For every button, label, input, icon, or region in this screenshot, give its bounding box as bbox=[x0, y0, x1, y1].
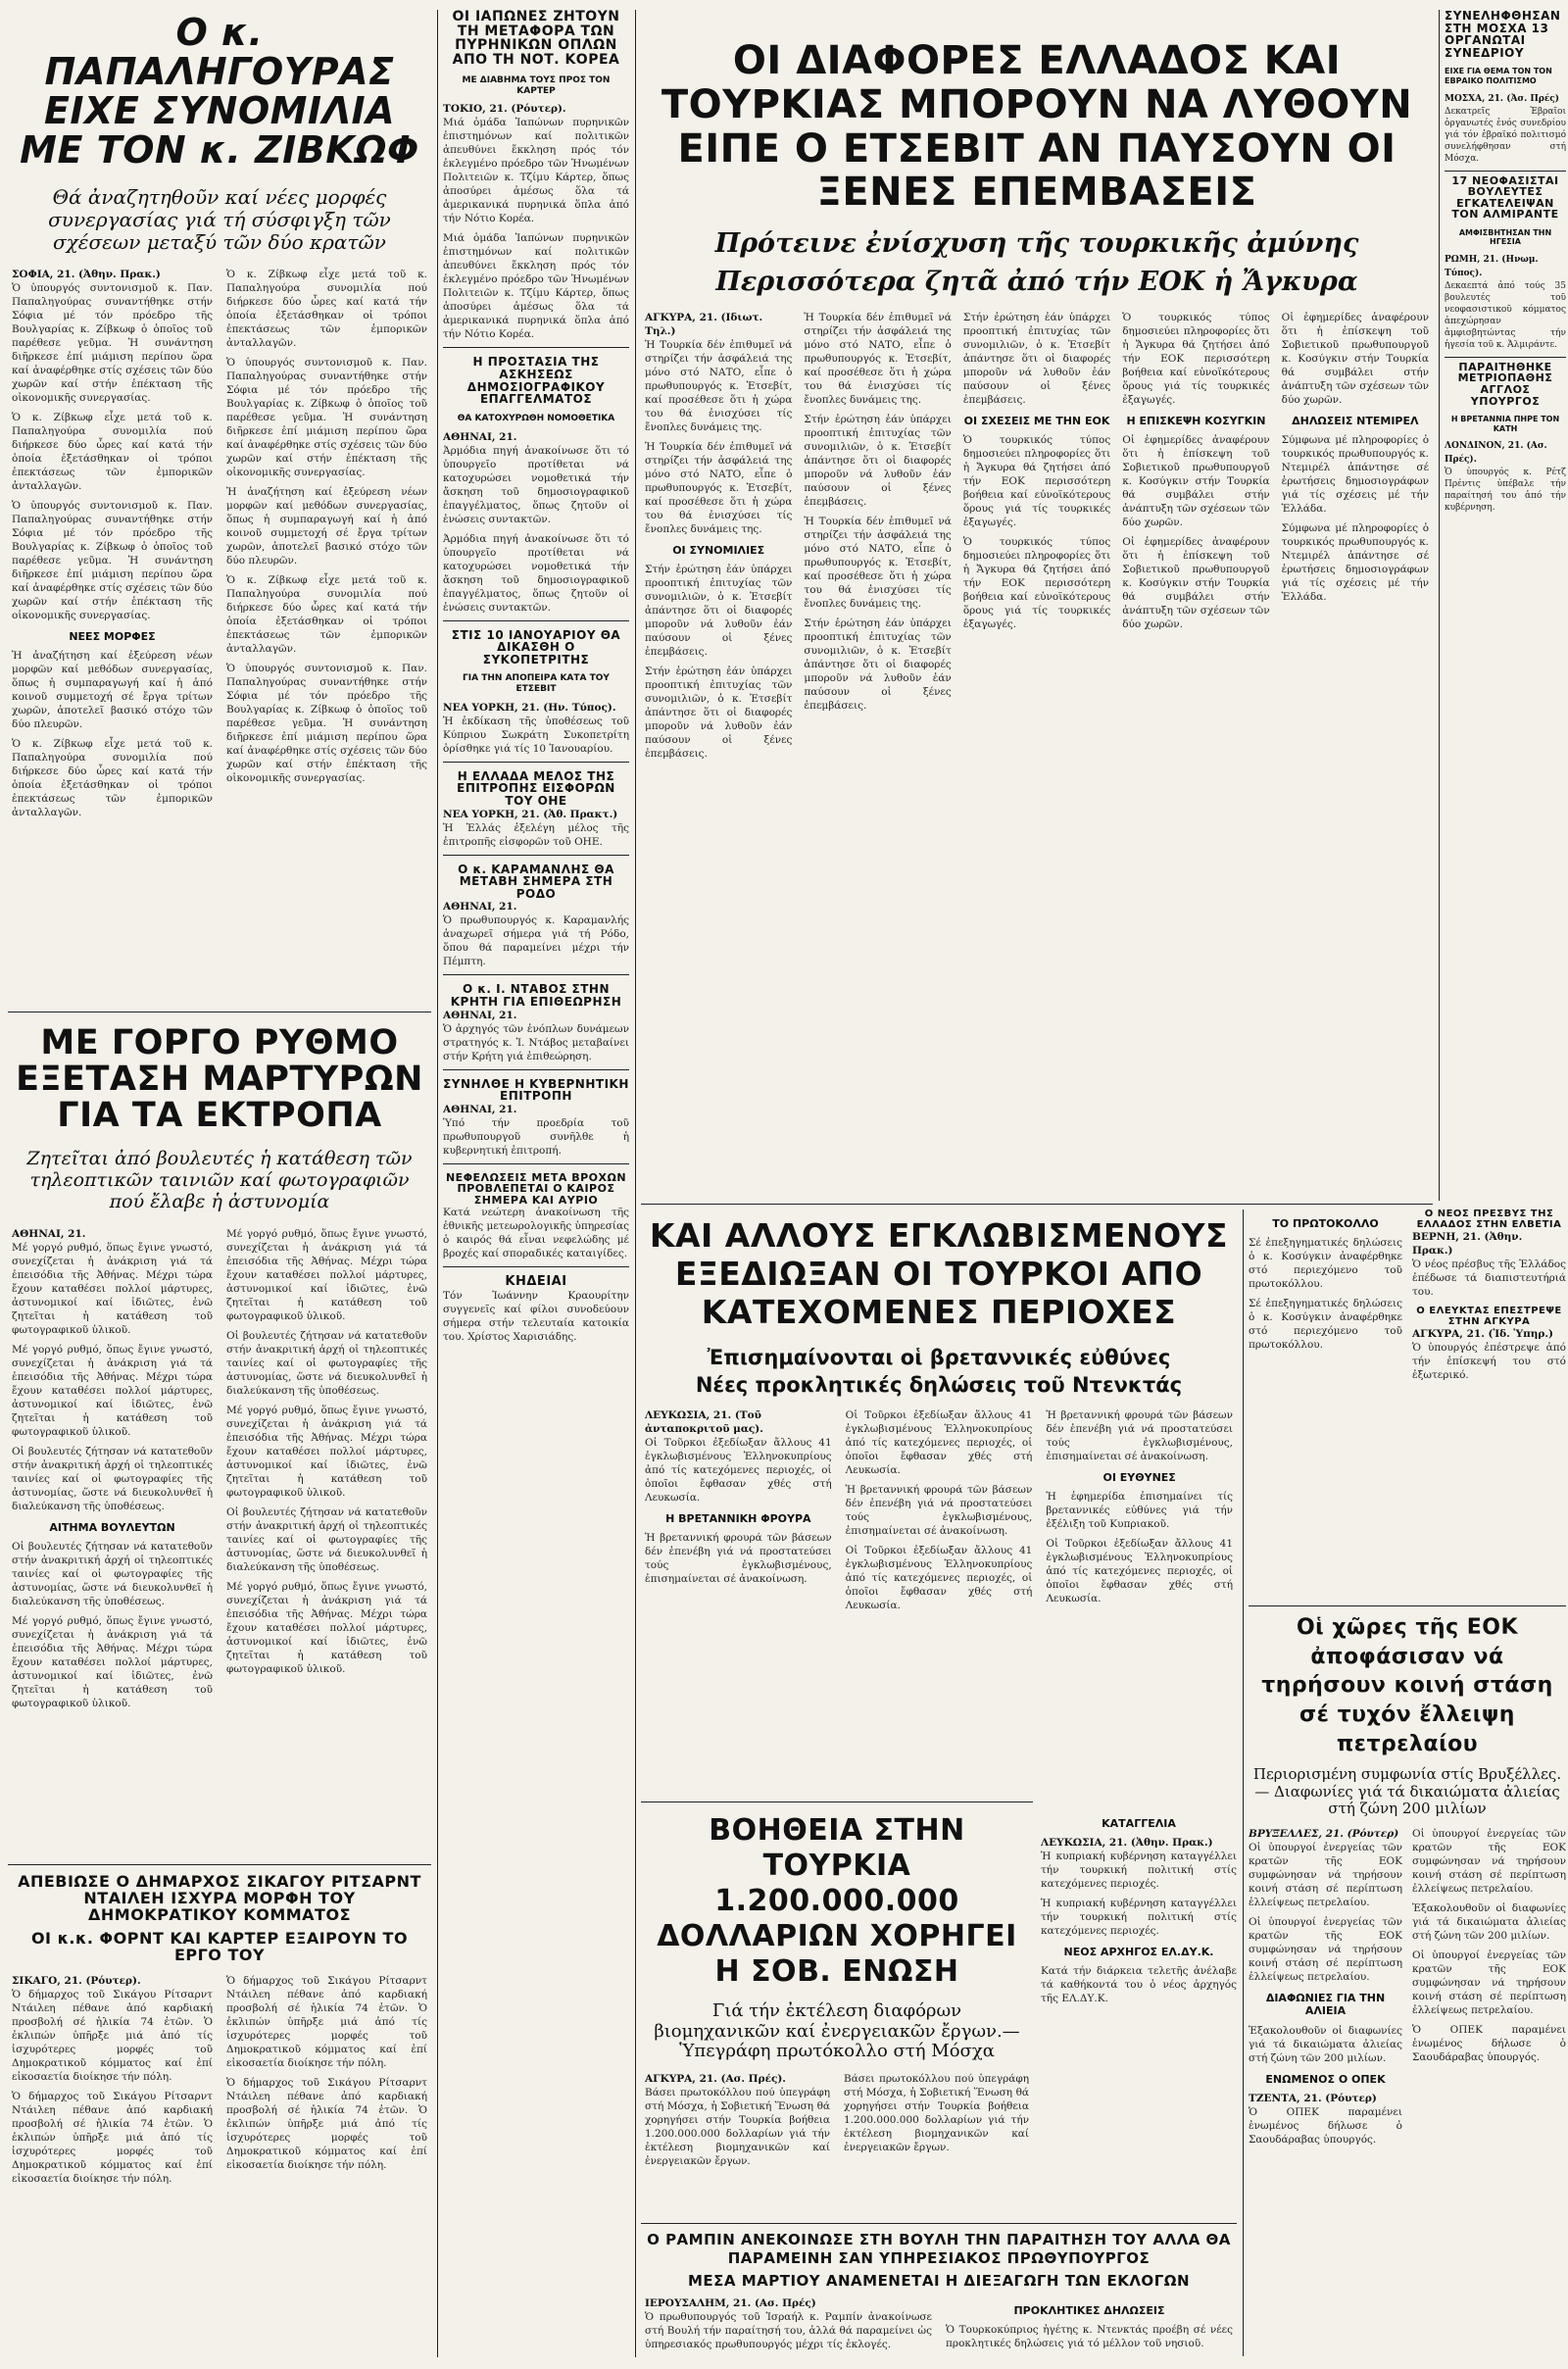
right-headline2: 17 ΝΕΟΦΑΣΙΣΤΑΙ ΒΟΥΛΕΥΤΕΣ ΕΓΚΑΤΕΛΕΙΨΑΝ ΤΟΝ ΑΛΜΙΡΑΝΤΕ bbox=[1451, 173, 1559, 222]
ussr-deck: Γιά τήν ἐκτέλεση διαφόρων βιομηχανικῶν καί ἐνεργειακῶν ἔργων.— Ὑπεγράφη πρωτόκολλο στή Μόσχα bbox=[654, 2000, 1020, 2062]
eok-deck: Περιορισμένη συμφωνία στίς Βρυξέλλες.— Διαφωνίες γιά τά δικαιώματα ἀλιείας στή ζώνη 200 μιλίων bbox=[1252, 1765, 1562, 1817]
col2-dateline3: ΝΕΑ ΥΟΡΚΗ, 21. (Ην. Τύπος). bbox=[443, 701, 616, 714]
col1-text4c: Μέ γοργό ρυθμό, ὅπως ἔγινε γνωστό, συνεχίζεται ἡ ἀνάκριση γιά τά ἐπεισόδια τῆς Ἀθήνας. Μέχρι τώρα ἔχουν καταθέσει πολλοί μάρτυρες, ἀστυνομικοί καί ἰδιῶτες, ἐνῶ ζητεῖται ἡ κατάθεση τοῦ φωτογραφικοῦ ὑλικοῦ. bbox=[226, 1404, 427, 1499]
top-sub4: ΔΗΛΩΣΕΙΣ ΝΤΕΜΙΡΕΛ bbox=[1292, 415, 1419, 428]
eok-text1: Οἱ ὑπουργοί ἐνεργείας τῶν κρατῶν τῆς ΕΟΚ συμφώνησαν νά τηρήσουν κοινή στάση σέ περίπτωση ἐλλείψεως πετρελαίου. bbox=[1249, 1842, 1402, 1909]
right-text4: Σέ ἐπεξηγηματικές δηλώσεις ὁ κ. Κοσύγκιν ἀναφέρθηκε στό περιεχόμενο τοῦ πρωτοκόλλου. bbox=[1249, 1237, 1402, 1291]
eok-sub2: ΕΝΩΜΕΝΟΣ Ο ΟΠΕΚ bbox=[1265, 2072, 1386, 2086]
col2-text8: Κατά νεώτερη ἀνακοίνωση τῆς ἐθνικῆς μετεωρολογικῆς ὑπηρεσίας ὁ καιρός θά εἶναι νεφελώδης μέ βροχές καί σποραδικές καταιγίδες. bbox=[443, 1207, 629, 1260]
eok-text2: Ἐξακολουθοῦν οἱ διαφωνίες γιά τά δικαιώματα ἀλιείας στή ζώνη τῶν 200 μιλίων. bbox=[1249, 2024, 1402, 2064]
col2-text9: Τόν Ἰωάννην Κραουρίτην συγγενεῖς καί φίλοι συνοδεύουν σήμερα στήν τελευταία κατοικία του. Χρίστος Χαρισιάδης. bbox=[443, 1290, 629, 1344]
eok-text3: Ὁ ΟΠΕΚ παραμένει ἑνωμένος δήλωσε ὁ Σαουδάραβας ὑπουργός. bbox=[1249, 2105, 1402, 2146]
col1-story1 bbox=[8, 10, 431, 1010]
israel-subhead: ΜΕΣΑ ΜΑΡΤΙΟΥ ΑΝΑΜΕΝΕΤΑΙ Η ΔΙΕΞΑΓΩΓΗ ΤΩΝ ΕΚΛΟΓΩΝ bbox=[687, 2271, 1191, 2290]
cyprus-text1b: Οἱ Τοῦρκοι ἐξεδίωξαν ἄλλους 41 ἐγκλωβισμένους Ἑλληνοκυπρίους ἀπό τίς κατεχόμενες περιοχές, οἱ ὁποῖοι ἔφθασαν χθές στή Λευκωσία. bbox=[845, 1409, 1033, 1477]
col2-divider-4 bbox=[443, 855, 629, 856]
cyprus-story bbox=[641, 1209, 1237, 1798]
col1-story3 bbox=[8, 1872, 431, 2362]
col1-text2c: Ὁ κ. Ζίβκωφ εἶχε μετά τοῦ κ. Παπαληγούρα συνομιλία πού διήρκεσε δύο ὧρες καί κατά τήν ὁποία ἐξετάσθηκαν οἱ τρόποι ἐπεκτάσεως τῶν ἐμπορικῶν ἀνταλλαγῶν. bbox=[226, 573, 427, 655]
col1-text4-cont2: Οἱ βουλευτές ζήτησαν νά κατατεθοῦν στήν ἀνακριτική ἀρχή οἱ τηλεοπτικές ταινίες καί οἱ φωτογραφίες τῆς ἀστυνομίας, ὥστε νά διευκολυνθεῖ ἡ διαλεύκανση τῆς ὑποθέσεως. bbox=[12, 1445, 213, 1512]
cyprus-deck2: Νέες προκλητικές δηλώσεις τοῦ Ντενκτάς bbox=[695, 1372, 1183, 1397]
col1-text5b: Οἱ βουλευτές ζήτησαν νά κατατεθοῦν στήν ἀνακριτική ἀρχή οἱ τηλεοπτικές ταινίες καί οἱ φωτογραφίες τῆς ἀστυνομίας, ὥστε νά διευκολυνθεῖ ἡ διαλεύκανση τῆς ὑποθέσεως. bbox=[226, 1329, 427, 1397]
right-text5: Ὁ νέος πρέσβυς τῆς Ἑλλάδος ἐπέδωσε τά διαπιστευτήριά του. bbox=[1412, 1259, 1566, 1298]
cyprus-dateline: ΛΕΥΚΩΣΙΑ, 21. (Τοῦ ἀνταποκριτοῦ μας). bbox=[645, 1409, 763, 1436]
col1-text6b: Ὁ δήμαρχος τοῦ Σικάγου Ρίτσαρντ Ντάιλεη πέθανε ἀπό καρδιακή προσβολή σέ ἡλικία 74 ἐτῶν. Ὁ ἐκλιπών ὑπῆρξε μιά ἀπό τίς ἰσχυρότερες μορφές τοῦ Δημοκρατικοῦ κόμματος καί ἐπί εἰκοσαετία διοίκησε τήν πόλη. bbox=[226, 1974, 427, 2069]
israel-text1: Ὁ πρωθυπουργός τοῦ Ἰσραήλ κ. Ραμπίν ἀνακοίνωσε στή Βουλή τήν παραίτησή του, ἀλλά θά παραμείνει ὡς ὑπηρεσιακός πρωθυπουργός μέχρι τίς ἐκλογές. bbox=[645, 2311, 932, 2351]
eok-headline: Οἱ χῶρες τῆς ΕΟΚ ἀποφάσισαν νά τηρήσουν κοινή στάση σέ τυχόν ἔλλειψη πετρελαίου bbox=[1261, 1615, 1553, 1756]
top-text1: Ἡ Τουρκία δέν ἐπιθυμεῖ νά στηρίζει τήν ἀσφάλειά της μόνο στό ΝΑΤΟ, εἶπε ὁ πρωθυπουργός κ. Ἐτσεβίτ, καί προσέθεσε ὅτι ἡ χώρα του θά ἐνισχύσει τίς ἔνοπλες δυνάμεις της. bbox=[645, 339, 793, 434]
col1-headline3: ΑΠΕΒΙΩΣΕ Ο ΔΗΜΑΡΧΟΣ ΣΙΚΑΓΟΥ ΡΙΤΣΑΡΝΤ ΝΤΑΙΛΕΗ ΙΣΧΥΡΑ ΜΟΡΦΗ ΤΟΥ ΔΗΜΟΚΡΑΤΙΚΟΥ ΚΟΜΜΑΤΟΣ bbox=[18, 1872, 421, 1924]
col1-headline: Ο κ. ΠΑΠΑΛΗΓΟΥΡΑΣ ΕΙΧΕ ΣΥΝΟΜΙΛΙΑ ΜΕ ΤΟΝ κ. ΖΙΒΚΩΦ bbox=[20, 11, 419, 172]
col2-headline8: ΝΕΦΕΛΩΣΕΙΣ ΜΕΤΑ ΒΡΟΧΩΝ ΠΡΟΒΛΕΠΕΤΑΙ Ο ΚΑΙΡΟΣ ΣΗΜΕΡΑ ΚΑΙ ΑΥΡΙΟ bbox=[445, 1170, 627, 1207]
cyprus-text1c: Οἱ Τοῦρκοι ἐξεδίωξαν ἄλλους 41 ἐγκλωβισμένους Ἑλληνοκυπρίους ἀπό τίς κατεχόμενες περιοχές, οἱ ὁποῖοι ἔφθασαν χθές στή Λευκωσία. bbox=[845, 1545, 1033, 1612]
eok-dateline2: ΤΖΕΝΤΑ, 21. (Ρόυτερ) bbox=[1249, 2092, 1377, 2104]
col2-headline2: Η ΠΡΟΣΤΑΣΙΑ ΤΗΣ ΑΣΚΗΣΕΩΣ ΔΗΜΟΣΙΟΓΡΑΦΙΚΟΥ ΕΠΑΓΓΕΛΜΑΤΟΣ bbox=[466, 355, 606, 407]
ussr-text1: Βάσει πρωτοκόλλου πού ὑπεγράφη στή Μόσχα, ἡ Σοβιετική Ἕνωση θά χορηγήσει στήν Τουρκία βοήθεια 1.200.000.000 δολλαρίων γιά τήν ἐκτέλεση βιομηχανικῶν καί ἐνεργειακῶν ἔργων. bbox=[645, 2087, 830, 2168]
col2-dateline4: ΝΕΑ ΥΟΡΚΗ, 21. (Ἀθ. Πρακτ.) bbox=[443, 808, 618, 820]
col2-dateline2: ΑΘΗΝΑΙ, 21. bbox=[443, 430, 517, 443]
col1-text4d: Μέ γοργό ρυθμό, ὅπως ἔγινε γνωστό, συνεχίζεται ἡ ἀνάκριση γιά τά ἐπεισόδια τῆς Ἀθήνας. Μέχρι τώρα ἔχουν καταθέσει πολλοί μάρτυρες, ἀστυνομικοί καί ἰδιῶτες, ἐνῶ ζητεῖται ἡ κατάθεση τοῦ φωτογραφικοῦ ὑλικοῦ. bbox=[226, 1580, 427, 1675]
cyprus-text1d: Οἱ Τοῦρκοι ἐξεδίωξαν ἄλλους 41 ἐγκλωβισμένους Ἑλληνοκυπρίους ἀπό τίς κατεχόμενες περιοχές, οἱ ὁποῖοι ἔφθασαν χθές στή Λευκωσία. bbox=[1046, 1538, 1234, 1605]
col2-text1-cont: Μιά ὁμάδα Ἰαπώνων πυρηνικῶν ἐπιστημόνων καί πολιτικῶν ἀπευθύνει ἔκκληση πρός τόν ἐκλεγμένο πρόεδρο τῶν Ἡνωμένων Πολιτειῶν κ. Τζίμυ Κάρτερ, ὅπως ἀποσύρει ἀμέσως ὅλα τά ἀμερικανικά πυρηνικά ὅπλα ἀπό τήν Νότιο Κορέα. bbox=[443, 232, 629, 341]
col1-text3-cont: Ὁ κ. Ζίβκωφ εἶχε μετά τοῦ κ. Παπαληγούρα συνομιλία πού διήρκεσε δύο ὧρες καί κατά τήν ὁποία ἐξετάσθηκαν οἱ τρόποι ἐπεκτάσεως τῶν ἐμπορικῶν ἀνταλλαγῶν. bbox=[12, 737, 213, 818]
eok-text1b: Οἱ ὑπουργοί ἐνεργείας τῶν κρατῶν τῆς ΕΟΚ συμφώνησαν νά τηρήσουν κοινή στάση σέ περίπτωση ἐλλείψεως πετρελαίου. bbox=[1412, 1828, 1566, 1896]
col2-headline4: Η ΕΛΛΑΔΑ ΜΕΛΟΣ ΤΗΣ ΕΠΙΤΡΟΠΗΣ ΕΙΣΦΟΡΩΝ ΤΟΥ ΟΗΕ bbox=[457, 768, 615, 809]
col2-deck3: ΓΙΑ ΤΗΝ ΑΠΟΠΕΙΡΑ ΚΑΤΑ ΤΟΥ ΕΤΣΕΒΙΤ bbox=[463, 673, 610, 695]
top-text2c: Στήν ἐρώτηση ἐάν ὑπάρχει προοπτική ἐπιτυχίας τῶν συνομιλιῶν, ὁ κ. Ἐτσεβίτ ἀπάντησε ὅτι οἱ διαφορές μποροῦν νά λυθοῦν ἐάν παύσουν οἱ ξένες ἐπεμβάσεις. bbox=[804, 617, 952, 713]
top-deck1: Πρότεινε ἐνίσχυση τῆς τουρκικῆς ἀμύνης bbox=[714, 228, 1359, 260]
col2-deck2: ΘΑ ΚΑΤΟΧΥΡΩΘΗ ΝΟΜΟΘΕΤΙΚΑ bbox=[457, 413, 615, 423]
ussr-sub2: ΝΕΟΣ ΑΡΧΗΓΟΣ ΕΛ.ΔΥ.Κ. bbox=[1063, 1946, 1214, 1959]
top-text3: Ὁ τουρκικός τύπος δημοσιεύει πληροφορίες ὅτι ἡ Ἄγκυρα θά ζητήσει ἀπό τήν ΕΟΚ περισσότερη βοήθεια καί εὐνοϊκότερους ὅρους γιά τίς τουρκικές ἐξαγωγές. bbox=[962, 434, 1111, 529]
col1-story2 bbox=[8, 1019, 431, 1862]
col1-text1-cont: Ὁ ὑπουργός συντονισμοῦ κ. Παν. Παπαληγούρας συναντήθηκε στήν Σόφια μέ τόν πρόεδρο τῆς Βουλγαρίας κ. Ζίβκωφ ὁ ὁποῖος τοῦ παρέθεσε γεῦμα. Ἡ συνάντηση διῆρκεσε ἐπί μιάμιση περίπου ὥρα καί ἀναφέρθηκε στίς σχέσεις τῶν δύο χωρῶν καί στήν ἐπέκταση τῆς οἰκονομικῆς συνεργασίας. bbox=[12, 499, 213, 621]
top-text1b: Ἡ Τουρκία δέν ἐπιθυμεῖ νά στηρίζει τήν ἀσφάλειά της μόνο στό ΝΑΤΟ, εἶπε ὁ πρωθυπουργός κ. Ἐτσεβίτ, καί προσέθεσε ὅτι ἡ χώρα του θά ἐνισχύσει τίς ἔνοπλες δυνάμεις της. bbox=[804, 312, 952, 407]
col1-text4b: Μέ γοργό ρυθμό, ὅπως ἔγινε γνωστό, συνεχίζεται ἡ ἀνάκριση γιά τά ἐπεισόδια τῆς Ἀθήνας. Μέχρι τώρα ἔχουν καταθέσει πολλοί μάρτυρες, ἀστυνομικοί καί ἰδιῶτες, ἐνῶ ζητεῖται ἡ κατάθεση τοῦ φωτογραφικοῦ ὑλικοῦ. bbox=[226, 1227, 427, 1322]
right-text4-cont: Σέ ἐπεξηγηματικές δηλώσεις ὁ κ. Κοσύγκιν ἀναφέρθηκε στό περιεχόμενο τοῦ πρωτοκόλλου. bbox=[1249, 1298, 1402, 1352]
col1-text6-cont: Ὁ δήμαρχος τοῦ Σικάγου Ρίτσαρντ Ντάιλεη πέθανε ἀπό καρδιακή προσβολή σέ ἡλικία 74 ἐτῶν. Ὁ ἐκλιπών ὑπῆρξε μιά ἀπό τίς ἰσχυρότερες μορφές τοῦ Δημοκρατικοῦ κόμματος καί ἐπί εἰκοσαετία διοίκησε τήν πόλη. bbox=[12, 2090, 213, 2185]
col2-text7: Ὑπό τήν προεδρία τοῦ πρωθυπουργοῦ συνῆλθε ἡ κυβερνητική ἐπιτροπή. bbox=[443, 1116, 629, 1157]
right-headline6: Ο ΕΛΕΥΚΤΑΣ ΕΠΕΣΤΡΕΨΕ ΣΤΗΝ ΑΓΚΥΡΑ bbox=[1416, 1306, 1562, 1327]
right-text1: Δεκατρεῖς Ἑβραῖοι ὀργανωτές ἑνός συνεδρίου γιά τόν ἑβραϊκό πολιτισμό συνελήφθησαν στή Μόσχα. bbox=[1445, 106, 1566, 164]
col1-headline3b: ΟΙ κ.κ. ΦΟΡΝΤ ΚΑΙ ΚΑΡΤΕΡ ΕΞΑΙΡΟΥΝ ΤΟ ΕΡΓΟ ΤΟΥ bbox=[30, 1929, 409, 1965]
col-right-mid bbox=[1249, 1209, 1566, 1602]
col1-divider-2 bbox=[8, 1864, 431, 1865]
col2-dateline5: ΑΘΗΝΑΙ, 21. bbox=[443, 901, 517, 913]
col1-text3b: Ἡ ἀναζήτηση καί ἐξεύρεση νέων μορφῶν καί μεθόδων συνεργασίας, ὅπως ἡ συμπαραγωγή καί ἡ ἀπό κοινοῦ συμμετοχή σέ ἔργα τρίτων χωρῶν, ἀποτελεῖ βασικό στόχο τῶν δύο πλευρῶν. bbox=[226, 485, 427, 567]
cyprus-bottom-rule bbox=[641, 1801, 1033, 1802]
cyprus-text2b: Ἡ βρεταννική φρουρά τῶν βάσεων δέν ἐπενέβη γιά νά προστατεύσει τούς ἐγκλωβισμένους, ἐπισημαίνεται σέ ἀνακοίνωση. bbox=[845, 1484, 1033, 1538]
right-text3: Ὁ ὑπουργός κ. Ρέτζ Πρέντις ὑπέβαλε τήν παραίτησή του ἀπό τήν κυβέρνηση. bbox=[1445, 468, 1566, 514]
col2-headline7: ΣΥΝΗΛΘΕ Η ΚΥΒΕΡΝΗΤΙΚΗ ΕΠΙΤΡΟΠΗ bbox=[443, 1076, 629, 1104]
ussr-side bbox=[1041, 1809, 1237, 2221]
eok-dateline: ΒΡΥΞΕΛΛΕΣ, 21. (Ρόυτερ) bbox=[1249, 1828, 1399, 1841]
right-text2: Δεκαεπτά ἀπό τούς 35 βουλευτές τοῦ νεοφασιστικοῦ κόμματος ἀπεχώρησαν ἀμφισβητώντας τήν ἡγεσία τοῦ κ. Ἀλμιράντε. bbox=[1445, 280, 1566, 350]
eok-story bbox=[1249, 1613, 1566, 2362]
top-story bbox=[641, 10, 1433, 1201]
col1-deck: Θά ἀναζητηθοῦν καί νέες μορφές συνεργασίας γιά τή σύσφιγξη τῶν σχέσεων μεταξύ τῶν δύο κρατῶν bbox=[48, 184, 391, 254]
top-headline: ΟΙ ΔΙΑΦΟΡΕΣ ΕΛΛΑΔΟΣ ΚΑΙ ΤΟΥΡΚΙΑΣ ΜΠΟΡΟΥΝ ΝΑ ΛΥΘΟΥΝ ΕΙΠΕ Ο ΕΤΣΕΒΙΤ ΑΝ ΠΑΥΣΟΥΝ ΟΙ ΞΕΝΕΣ ΕΠΕΜΒΑΣΕΙΣ bbox=[661, 38, 1413, 216]
right-dateline6: ΑΓΚΥΡΑ, 21. (Ἰδ. Ὑπηρ.) bbox=[1412, 1328, 1553, 1340]
israel-text2: Ὁ Τουρκοκύπριος ἡγέτης κ. Ντενκτάς προέβη σέ νέες προκλητικές δηλώσεις γιά τό μέλλον τοῦ νησιοῦ. bbox=[946, 2324, 1233, 2350]
right-dateline2: ΡΩΜΗ, 21. (Ηνωμ. Τύπος). bbox=[1445, 254, 1539, 278]
right-headline3: ΠΑΡΑΙΤΗΘΗΚΕ ΜΕΤΡΙΟΠΑΘΗΣ ΑΓΓΛΟΣ ΥΠΟΥΡΓΟΣ bbox=[1457, 360, 1553, 408]
right-text6: Ὁ ὑπουργός ἐπέστρεψε ἀπό τήν ἐπίσκεψή του στό ἐξωτερικό. bbox=[1412, 1342, 1566, 1381]
top-sub3: Η ΕΠΙΣΚΕΨΗ ΚΟΣΥΓΚΙΝ bbox=[1126, 415, 1266, 428]
top-right-rule bbox=[1439, 10, 1440, 1201]
col2-divider-8 bbox=[443, 1266, 629, 1267]
ussr-text1b: Βάσει πρωτοκόλλου πού ὑπεγράφη στή Μόσχα, ἡ Σοβιετική Ἕνωση θά χορηγήσει στήν Τουρκία βοήθεια 1.200.000.000 δολλαρίων γιά τήν ἐκτέλεση βιομηχανικῶν καί ἐνεργειακῶν ἔργων. bbox=[844, 2073, 1029, 2154]
right-deck3: Η ΒΡΕΤΑΝΝΙΑ ΠΗΡΕ ΤΟΝ ΚΑΤΗ bbox=[1450, 415, 1560, 433]
ussr-text3: Κατά τήν διάρκεια τελετῆς ἀνέλαβε τά καθήκοντά του ὁ νέος ἀρχηγός τῆς ΕΛ.ΔΥ.Κ. bbox=[1041, 1965, 1237, 2005]
israel-headline: Ο ΡΑΜΠΙΝ ΑΝΕΚΟΙΝΩΣΕ ΣΤΗ ΒΟΥΛΗ ΤΗΝ ΠΑΡΑΙΤΗΣΗ ΤΟΥ ΑΛΛΑ ΘΑ ΠΑΡΑΜΕΙΝΗ ΣΑΝ ΥΠΗΡΕΣΙΑΚΟΣ ΠΡΩΘΥΠΟΥΡΓΟΣ bbox=[647, 2231, 1231, 2267]
ussr-sub1: ΚΑΤΑΓΓΕΛΙΑ bbox=[1102, 1817, 1176, 1830]
col2-main-rule bbox=[635, 10, 636, 2357]
ussr-story bbox=[641, 1809, 1033, 2221]
top-text2d: Στήν ἐρώτηση ἐάν ὑπάρχει προοπτική ἐπιτυχίας τῶν συνομιλιῶν, ὁ κ. Ἐτσεβίτ ἀπάντησε ὅτι οἱ διαφορές μποροῦν νά λυθοῦν ἐάν παύσουν οἱ ξένες ἐπεμβάσεις. bbox=[962, 312, 1111, 407]
col2-divider-2 bbox=[443, 620, 629, 621]
cyprus-text1: Οἱ Τοῦρκοι ἐξεδίωξαν ἄλλους 41 ἐγκλωβισμένους Ἑλληνοκυπρίους ἀπό τίς κατεχόμενες περιοχές, οἱ ὁποῖοι ἔφθασαν χθές στή Λευκωσία. bbox=[645, 1437, 832, 1505]
col1-text4: Μέ γοργό ρυθμό, ὅπως ἔγινε γνωστό, συνεχίζεται ἡ ἀνάκριση γιά τά ἐπεισόδια τῆς Ἀθήνας. Μέχρι τώρα ἔχουν καταθέσει πολλοί μάρτυρες, ἀστυνομικοί καί ἰδιῶτες, ἐνῶ ζητεῖται ἡ κατάθεση τοῦ φωτογραφικοῦ ὑλικοῦ. bbox=[12, 1241, 213, 1336]
col1-col2-rule bbox=[437, 10, 438, 2357]
col1-text3: Ἡ ἀναζήτηση καί ἐξεύρεση νέων μορφῶν καί μεθόδων συνεργασίας, ὅπως ἡ συμπαραγωγή καί ἡ ἀπό κοινοῦ συμμετοχή σέ ἔργα τρίτων χωρῶν, ἀποτελεῖ βασικό στόχο τῶν δύο πλευρῶν. bbox=[12, 649, 213, 730]
col1-text2b: Ὁ κ. Ζίβκωφ εἶχε μετά τοῦ κ. Παπαληγούρα συνομιλία πού διήρκεσε δύο ὧρες καί κατά τήν ὁποία ἐξετάσθηκαν οἱ τρόποι ἐπεκτάσεως τῶν ἐμπορικῶν ἀνταλλαγῶν. bbox=[226, 268, 427, 349]
col1-dateline3: ΣΙΚΑΓΟ, 21. (Ρόυτερ). bbox=[12, 1974, 141, 1987]
col1-text6: Ὁ δήμαρχος τοῦ Σικάγου Ρίτσαρντ Ντάιλεη πέθανε ἀπό καρδιακή προσβολή σέ ἡλικία 74 ἐτῶν. Ὁ ἐκλιπών ὑπῆρξε μιά ἀπό τίς ἰσχυρότερες μορφές τοῦ Δημοκρατικοῦ κόμματος καί ἐπί εἰκοσαετία διοίκησε τήν πόλη. bbox=[12, 1988, 213, 2083]
top-sub1: ΟΙ ΣΥΝΟΜΙΛΙΕΣ bbox=[672, 544, 765, 558]
ussr-text2: Ἡ κυπριακή κυβέρνηση καταγγέλλει τήν τουρκική πολιτική στίς κατεχόμενες περιοχές. bbox=[1041, 1851, 1237, 1891]
col1-dateline2: ΑΘΗΝΑΙ, 21. bbox=[12, 1227, 86, 1240]
top-text5: Σύμφωνα μέ πληροφορίες ὁ τουρκικός πρωθυπουργός κ. Ντεμιρέλ ἀπάντησε σέ ἐρωτήσεις δημοσιογράφων γιά τίς σχέσεις μέ τήν Ἑλλάδα. bbox=[1281, 434, 1430, 516]
top-story-bottom-rule bbox=[641, 1204, 1433, 1205]
col2-divider-1 bbox=[443, 347, 629, 348]
col2-headline3: ΣΤΙΣ 10 ΙΑΝΟΥΑΡΙΟΥ ΘΑ ΔΙΚΑΣΘΗ Ο ΣΥΚΟΠΕΤΡΙΤΗΣ bbox=[451, 627, 621, 666]
col2-text1: Μιά ὁμάδα Ἰαπώνων πυρηνικῶν ἐπιστημόνων καί πολιτικῶν ἀπευθύνει ἔκκληση πρός τόν ἐκλεγμένο πρόεδρο τῶν Ἡνωμένων Πολιτειῶν κ. Τζίμυ Κάρτερ, ὅπως ἀποσύρει ἀμέσως ὅλα τά ἀμερικανικά πυρηνικά ὅπλα ἀπό τήν Νότιο Κορέα. bbox=[443, 117, 629, 225]
col1-text4-cont: Μέ γοργό ρυθμό, ὅπως ἔγινε γνωστό, συνεχίζεται ἡ ἀνάκριση γιά τά ἐπεισόδια τῆς Ἀθήνας. Μέχρι τώρα ἔχουν καταθέσει πολλοί μάρτυρες, ἀστυνομικοί καί ἰδιῶτες, ἐνῶ ζητεῖται ἡ κατάθεση τοῦ φωτογραφικοῦ ὑλικοῦ. bbox=[12, 1343, 213, 1438]
col2-dateline7: ΑΘΗΝΑΙ, 21. bbox=[443, 1103, 517, 1115]
top-text1-cont: Ἡ Τουρκία δέν ἐπιθυμεῖ νά στηρίζει τήν ἀσφάλειά της μόνο στό ΝΑΤΟ, εἶπε ὁ πρωθυπουργός κ. Ἐτσεβίτ, καί προσέθεσε ὅτι ἡ χώρα του θά ἐνισχύσει τίς ἔνοπλες δυνάμεις της. bbox=[645, 441, 793, 536]
top-text1c: Ἡ Τουρκία δέν ἐπιθυμεῖ νά στηρίζει τήν ἀσφάλειά της μόνο στό ΝΑΤΟ, εἶπε ὁ πρωθυπουργός κ. Ἐτσεβίτ, καί προσέθεσε ὅτι ἡ χώρα του θά ἐνισχύσει τίς ἔνοπλες δυνάμεις της. bbox=[804, 516, 952, 611]
col1-text5c: Οἱ βουλευτές ζήτησαν νά κατατεθοῦν στήν ἀνακριτική ἀρχή οἱ τηλεοπτικές ταινίες καί οἱ φωτογραφίες τῆς ἀστυνομίας, ὥστε νά διευκολυνθεῖ ἡ διαλεύκανση τῆς ὑποθέσεως. bbox=[226, 1505, 427, 1573]
right-dateline1: ΜΟΣΧΑ, 21. (Ἀσ. Πρές) bbox=[1445, 93, 1560, 104]
israel-dateline: ΙΕΡΟΥΣΑΛΗΜ, 21. (Ασ. Πρές) bbox=[645, 2297, 816, 2310]
top-text4: Οἱ ἐφημερίδες ἀναφέρουν ὅτι ἡ ἐπίσκεψη τοῦ Σοβιετικοῦ πρωθυπουργοῦ κ. Κοσύγκιν στήν Τουρκία θά συμβάλει στήν ἀνάπτυξη τῶν σχέσεων τῶν δύο χωρῶν. bbox=[1122, 434, 1270, 529]
col2-headline9: ΚΗΔΕΙΑΙ bbox=[505, 1274, 567, 1290]
col1-text2: Ὁ κ. Ζίβκωφ εἶχε μετά τοῦ κ. Παπαληγούρα συνομιλία πού διήρκεσε δύο ὧρες καί κατά τήν ὁποία ἐξετάσθηκαν οἱ τρόποι ἐπεκτάσεως τῶν ἐμπορικῶν ἀνταλλαγῶν. bbox=[12, 411, 213, 492]
col2-divider-7 bbox=[443, 1163, 629, 1164]
col2-deck1: ΜΕ ΔΙΑΒΗΜΑ ΤΟΥΣ ΠΡΟΣ ΤΟΝ ΚΑΡΤΕΡ bbox=[462, 74, 611, 96]
top-text5-cont: Σύμφωνα μέ πληροφορίες ὁ τουρκικός πρωθυπουργός κ. Ντεμιρέλ ἀπάντησε σέ ἐρωτήσεις δημοσιογράφων γιά τίς σχέσεις μέ τήν Ἑλλάδα. bbox=[1281, 522, 1430, 604]
right-dateline5: ΒΕΡΝΗ, 21. (Ἀθην. Πρακ.) bbox=[1412, 1231, 1523, 1257]
col2-dateline6: ΑΘΗΝΑΙ, 21. bbox=[443, 1009, 517, 1021]
col2-text2-cont: Ἀρμόδια πηγή ἀνακοίνωσε ὅτι τό ὑπουργεῖο προτίθεται νά κατοχυρώσει νομοθετικά τήν ἄσκηση τοῦ δημοσιογραφικοῦ ἐπαγγέλματος, ὅπως ζητοῦν οἱ ἑνώσεις συντακτῶν. bbox=[443, 532, 629, 614]
col1-text5: Οἱ βουλευτές ζήτησαν νά κατατεθοῦν στήν ἀνακριτική ἀρχή οἱ τηλεοπτικές ταινίες καί οἱ φωτογραφίες τῆς ἀστυνομίας, ὥστε νά διευκολυνθεῖ ἡ διαλεύκανση τῆς ὑποθέσεως. bbox=[12, 1540, 213, 1607]
top-text3-cont: Ὁ τουρκικός τύπος δημοσιεύει πληροφορίες ὅτι ἡ Ἄγκυρα θά ζητήσει ἀπό τήν ΕΟΚ περισσότερη βοήθεια καί εὐνοϊκότερους ὅρους γιά τίς τουρκικές ἐξαγωγές. bbox=[962, 536, 1111, 631]
cyprus-deck1: Ἐπισημαίνονται οἱ βρεταννικές εὐθύνες bbox=[707, 1345, 1171, 1369]
right-headline4: ΤΟ ΠΡΩΤΟΚΟΛΛΟ bbox=[1272, 1217, 1379, 1230]
right-divider-2 bbox=[1445, 357, 1566, 358]
top-text3b: Ὁ τουρκικός τύπος δημοσιεύει πληροφορίες ὅτι ἡ Ἄγκυρα θά ζητήσει ἀπό τήν ΕΟΚ περισσότερη βοήθεια καί εὐνοϊκότερους ὅρους γιά τίς τουρκικές ἐξαγωγές. bbox=[1122, 312, 1270, 407]
israel-story bbox=[641, 2229, 1237, 2362]
col1-text1c: Ὁ ὑπουργός συντονισμοῦ κ. Παν. Παπαληγούρας συναντήθηκε στήν Σόφια μέ τόν πρόεδρο τῆς Βουλγαρίας κ. Ζίβκωφ ὁ ὁποῖος τοῦ παρέθεσε γεῦμα. Ἡ συνάντηση διῆρκεσε ἐπί μιάμιση περίπου ὥρα καί ἀναφέρθηκε στίς σχέσεις τῶν δύο χωρῶν καί στήν ἐπέκταση τῆς οἰκονομικῆς συνεργασίας. bbox=[226, 662, 427, 784]
col2-dateline1: ΤΟΚΙΟ, 21. (Ρόυτερ). bbox=[443, 103, 566, 116]
ussr-dateline: ΑΓΚΥΡΑ, 21. (Ασ. Πρές). bbox=[645, 2073, 786, 2086]
top-text2b: Στήν ἐρώτηση ἐάν ὑπάρχει προοπτική ἐπιτυχίας τῶν συνομιλιῶν, ὁ κ. Ἐτσεβίτ ἀπάντησε ὅτι οἱ διαφορές μποροῦν νά λυθοῦν ἐάν παύσουν οἱ ξένες ἐπεμβάσεις. bbox=[804, 414, 952, 509]
col1-sub1: ΝΕΕΣ ΜΟΡΦΕΣ bbox=[69, 629, 156, 643]
eok-sub1: ΔΙΑΦΩΝΙΕΣ ΓΙΑ ΤΗΝ ΑΛΙΕΙΑ bbox=[1265, 1992, 1386, 2018]
col1-text1: Ὁ ὑπουργός συντονισμοῦ κ. Παν. Παπαληγούρας συναντήθηκε στήν Σόφια μέ τόν πρόεδρο τῆς Βουλγαρίας κ. Ζίβκωφ ὁ ὁποῖος τοῦ παρέθεσε γεῦμα. Ἡ συνάντηση διῆρκεσε ἐπί μιάμιση περίπου ὥρα καί ἀναφέρθηκε στίς σχέσεις τῶν δύο χωρῶν καί στήν ἐπέκταση τῆς οἰκονομικῆς συνεργασίας. bbox=[12, 281, 213, 404]
main-right-rule bbox=[1243, 1209, 1244, 2356]
eok-top-rule bbox=[1249, 1605, 1566, 1606]
right-deck2: ΑΜΦΙΣΒΗΤΗΣΑΝ ΤΗΝ ΗΓΕΣΙΑ bbox=[1458, 227, 1552, 247]
col2-headline5: Ο κ. ΚΑΡΑΜΑΝΛΗΣ ΘΑ ΜΕΤΑΒΗ ΣΗΜΕΡΑ ΣΤΗ ΡΟΔΟ bbox=[458, 862, 614, 901]
right-divider-1 bbox=[1445, 171, 1566, 172]
top-deck2: Περισσότερα ζητᾶ ἀπό τήν ΕΟΚ ἡ Ἄγκυρα bbox=[715, 267, 1358, 298]
cyprus-sub1: Η ΒΡΕΤΑΝΝΙΚΗ ΦΡΟΥΡΑ bbox=[665, 1512, 811, 1526]
top-sub2: ΟΙ ΣΧΕΣΕΙΣ ΜΕ ΤΗΝ ΕΟΚ bbox=[963, 415, 1110, 428]
col2-text2: Ἀρμόδια πηγή ἀνακοίνωσε ὅτι τό ὑπουργεῖο προτίθεται νά κατοχυρώσει νομοθετικά τήν ἄσκηση τοῦ δημοσιογραφικοῦ ἐπαγγέλματος, ὅπως ζητοῦν οἱ ἑνώσεις συντακτῶν. bbox=[443, 444, 629, 525]
col2-text4: Ἡ Ἑλλάς ἐξελέγη μέλος τῆς ἐπιτροπῆς εἰσφορῶν τοῦ ΟΗΕ. bbox=[443, 821, 629, 848]
col2-divider-3 bbox=[443, 762, 629, 763]
ussr-text2-cont: Ἡ κυπριακή κυβέρνηση καταγγέλλει τήν τουρκική πολιτική στίς κατεχόμενες περιοχές. bbox=[1041, 1898, 1237, 1938]
col1-sub2: ΑΙΤΗΜΑ ΒΟΥΛΕΥΤΩΝ bbox=[49, 1520, 175, 1534]
top-text2: Στήν ἐρώτηση ἐάν ὑπάρχει προοπτική ἐπιτυχίας τῶν συνομιλιῶν, ὁ κ. Ἐτσεβίτ ἀπάντησε ὅτι οἱ διαφορές μποροῦν νά λυθοῦν ἐάν παύσουν οἱ ξένες ἐπεμβάσεις. bbox=[645, 564, 793, 659]
col1-text1b: Ὁ ὑπουργός συντονισμοῦ κ. Παν. Παπαληγούρας συναντήθηκε στήν Σόφια μέ τόν πρόεδρο τῆς Βουλγαρίας κ. Ζίβκωφ ὁ ὁποῖος τοῦ παρέθεσε γεῦμα. Ἡ συνάντηση διῆρκεσε ἐπί μιάμιση περίπου ὥρα καί ἀναφέρθηκε στίς σχέσεις τῶν δύο χωρῶν καί στήν ἐπέκταση τῆς οἰκονομικῆς συνεργασίας. bbox=[226, 356, 427, 478]
top-dateline: ΑΓΚΥΡΑ, 21. (Ιδιωτ. Τηλ.) bbox=[645, 312, 763, 338]
col2 bbox=[443, 10, 629, 2362]
israel-sub1: ΠΡΟΚΛΗΤΙΚΕΣ ΔΗΛΩΣΕΙΣ bbox=[1013, 2304, 1165, 2318]
col2-divider-5 bbox=[443, 974, 629, 975]
ussr-dateline2: ΛΕΥΚΩΣΙΑ, 21. (Ἀθην. Πρακ.) bbox=[1041, 1837, 1213, 1850]
col2-text6: Ὁ ἀρχηγός τῶν ἐνόπλων δυνάμεων στρατηγός κ. Ἰ. Ντάβος μεταβαίνει στήν Κρήτη γιά ἐπιθεώρηση. bbox=[443, 1022, 629, 1062]
right-headline5: Ο ΝΕΟΣ ΠΡΕΣΒΥΣ ΤΗΣ ΕΛΛΑΔΟΣ ΣΤΗΝ ΕΛΒΕΤΙΑ bbox=[1416, 1209, 1562, 1230]
ussr-headline: ΒΟΗΘΕΙΑ ΣΤΗΝ ΤΟΥΡΚΙΑ 1.200.000.000 ΔΟΛΛΑΡΙΩΝ ΧΟΡΗΓΕΙ Η ΣΟΒ. ΕΝΩΣΗ bbox=[657, 1813, 1017, 1989]
col2-divider-6 bbox=[443, 1069, 629, 1070]
col1-dateline: ΣΟΦΙΑ, 21. (Ἀθην. Πρακ.) bbox=[12, 268, 161, 280]
col2-text3: Ἡ ἐκδίκαση τῆς ὑποθέσεως τοῦ Κύπριου Σωκράτη Συκοπετρίτη ὁρίσθηκε γιά τίς 10 Ἰανουαρίου. bbox=[443, 715, 629, 755]
col1-headline2: ΜΕ ΓΟΡΓΟ ΡΥΘΜΟ ΕΞΕΤΑΣΗ ΜΑΡΤΥΡΩΝ ΓΙΑ ΤΑ ΕΚΤΡΟΠΑ bbox=[16, 1023, 423, 1135]
cyprus-headline: ΚΑΙ ΑΛΛΟΥΣ ΕΓΚΛΩΒΙΣΜΕΝΟΥΣ ΕΞΕΔΙΩΞΑΝ ΟΙ ΤΟΥΡΚΟΙ ΑΠΟ ΚΑΤΕΧΟΜΕΝΕΣ ΠΕΡΙΟΧΕΣ bbox=[649, 1216, 1229, 1331]
cyprus-text3: Ἡ ἐφημερίδα ἐπισημαίνει τίς βρεταννικές εὐθύνες γιά τήν ἐξέλιξη τοῦ Κυπριακοῦ. bbox=[1046, 1491, 1234, 1531]
col-right-top bbox=[1445, 10, 1566, 1201]
top-text4-cont: Οἱ ἐφημερίδες ἀναφέρουν ὅτι ἡ ἐπίσκεψη τοῦ Σοβιετικοῦ πρωθυπουργοῦ κ. Κοσύγκιν στήν Τουρκία θά συμβάλει στήν ἀνάπτυξη τῶν σχέσεων τῶν δύο χωρῶν. bbox=[1122, 536, 1270, 631]
cyprus-text2: Ἡ βρεταννική φρουρά τῶν βάσεων δέν ἐπενέβη γιά νά προστατεύσει τούς ἐγκλωβισμένους, ἐπισημαίνεται σέ ἀνακοίνωση. bbox=[645, 1532, 832, 1586]
eok-text1c: Οἱ ὑπουργοί ἐνεργείας τῶν κρατῶν τῆς ΕΟΚ συμφώνησαν νά τηρήσουν κοινή στάση σέ περίπτωση ἐλλείψεως πετρελαίου. bbox=[1412, 1949, 1566, 2017]
col2-headline1: ΟΙ ΙΑΠΩΝΕΣ ΖΗΤΟΥΝ ΤΗ ΜΕΤΑΦΟΡΑ ΤΩΝ ΠΥΡΗΝΙΚΩΝ ΟΠΛΩΝ ΑΠΟ ΤΗ ΝΟΤ. ΚΟΡΕΑ bbox=[452, 10, 620, 69]
col2-text5: Ὁ πρωθυπουργός κ. Καραμανλής ἀναχωρεῖ σήμερα γιά τή Ρόδο, ὅπου θά παραμείνει μέχρι τήν Πέμπτη. bbox=[443, 914, 629, 968]
ussr-bottom-rule bbox=[641, 2223, 1237, 2224]
col2-headline6: Ο κ. Ι. ΝΤΑΒΟΣ ΣΤΗΝ ΚΡΗΤΗ ΓΙΑ ΕΠΙΘΕΩΡΗΣΗ bbox=[450, 982, 622, 1010]
top-text2-cont: Στήν ἐρώτηση ἐάν ὑπάρχει προοπτική ἐπιτυχίας τῶν συνομιλιῶν, ὁ κ. Ἐτσεβίτ ἀπάντησε ὅτι οἱ διαφορές μποροῦν νά λυθοῦν ἐάν παύσουν οἱ ξένες ἐπεμβάσεις. bbox=[645, 666, 793, 761]
col1-text5-cont: Μέ γοργό ρυθμό, ὅπως ἔγινε γνωστό, συνεχίζεται ἡ ἀνάκριση γιά τά ἐπεισόδια τῆς Ἀθήνας. Μέχρι τώρα ἔχουν καταθέσει πολλοί μάρτυρες, ἀστυνομικοί καί ἰδιῶτες, ἐνῶ ζητεῖται ἡ κατάθεση τοῦ φωτογραφικοῦ ὑλικοῦ. bbox=[12, 1614, 213, 1709]
right-deck1: ΕΙΧΕ ΓΙΑ ΘΕΜΑ ΤΟΝ ΤΟΝ ΕΒΡΑΙΚΟ ΠΟΛΙΤΙΣΜΟ bbox=[1445, 67, 1552, 85]
top-text4b: Οἱ ἐφημερίδες ἀναφέρουν ὅτι ἡ ἐπίσκεψη τοῦ Σοβιετικοῦ πρωθυπουργοῦ κ. Κοσύγκιν στήν Τουρκία θά συμβάλει στήν ἀνάπτυξη τῶν σχέσεων τῶν δύο χωρῶν. bbox=[1281, 312, 1430, 407]
eok-text3b: Ὁ ΟΠΕΚ παραμένει ἑνωμένος δήλωσε ὁ Σαουδάραβας ὑπουργός. bbox=[1412, 2024, 1566, 2064]
eok-text1-cont: Οἱ ὑπουργοί ἐνεργείας τῶν κρατῶν τῆς ΕΟΚ συμφώνησαν νά τηρήσουν κοινή στάση σέ περίπτωση ἐλλείψεως πετρελαίου. bbox=[1249, 1916, 1402, 1984]
col1-deck2: Ζητεῖται ἀπό βουλευτές ἡ κατάθεση τῶν τηλεοπτικῶν ταινιῶν καί φωτογραφιῶν πού ἔλαβε ἡ ἀστυνομία bbox=[26, 1148, 413, 1212]
col1-text6c: Ὁ δήμαρχος τοῦ Σικάγου Ρίτσαρντ Ντάιλεη πέθανε ἀπό καρδιακή προσβολή σέ ἡλικία 74 ἐτῶν. Ὁ ἐκλιπών ὑπῆρξε μιά ἀπό τίς ἰσχυρότερες μορφές τοῦ Δημοκρατικοῦ κόμματος καί ἐπί εἰκοσαετία διοίκησε τήν πόλη. bbox=[226, 2076, 427, 2171]
cyprus-sub2: ΟΙ ΕΥΘΥΝΕΣ bbox=[1102, 1471, 1176, 1485]
right-dateline3: ΛΟΝΔΙΝΟΝ, 21. (Ασ. Πρές). bbox=[1445, 441, 1547, 466]
right-headline1: ΣΥΝΕΛΗΦΘΗΣΑΝ ΣΤΗ ΜΟΣΧΑ 13 ΟΡΓΑΝΩΤΑΙ ΣΥΝΕΔΡΙΟΥ bbox=[1445, 10, 1561, 60]
eok-text2b: Ἐξακολουθοῦν οἱ διαφωνίες γιά τά δικαιώματα ἀλιείας στή ζώνη τῶν 200 μιλίων. bbox=[1412, 1902, 1566, 1943]
cyprus-text2c: Ἡ βρεταννική φρουρά τῶν βάσεων δέν ἐπενέβη γιά νά προστατεύσει τούς ἐγκλωβισμένους, ἐπισημαίνεται σέ ἀνακοίνωση. bbox=[1046, 1409, 1234, 1463]
